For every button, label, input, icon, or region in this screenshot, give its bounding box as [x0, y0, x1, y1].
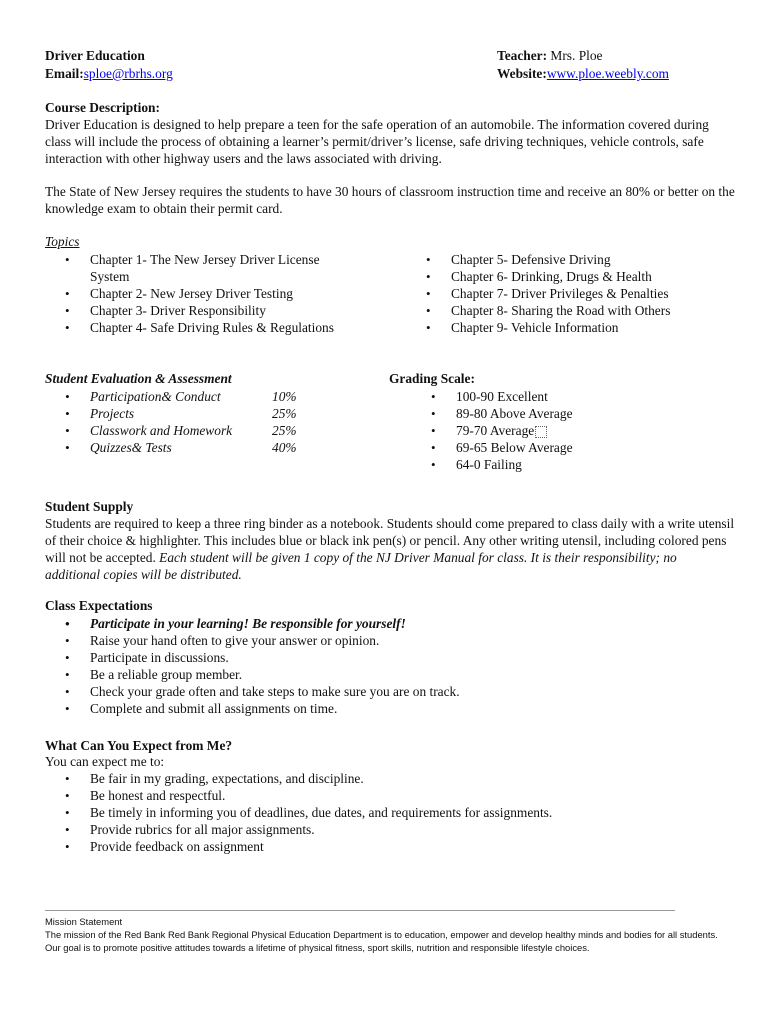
- list-item: • Participate in discussions.: [45, 649, 735, 666]
- supply-heading: Student Supply: [45, 499, 134, 514]
- list-item: • Participation& Conduct 10%: [45, 388, 335, 405]
- list-item: • 89-80 Above Average: [411, 405, 671, 422]
- placeholder-box-icon: [535, 426, 547, 438]
- list-item: • Raise your hand often to give your answer or opinion.: [45, 632, 735, 649]
- evaluation-list: [45, 388, 335, 456]
- list-item: • Chapter 5- Defensive Driving: [406, 251, 736, 268]
- list-item: • Chapter 3- Driver Responsibility: [45, 302, 355, 319]
- list-item: • Chapter 4- Safe Driving Rules & Regulations: [45, 319, 355, 336]
- website-line: [497, 65, 669, 82]
- list-item: • 64-0 Failing: [411, 456, 671, 473]
- list-item: • Be a reliable group member.: [45, 666, 735, 683]
- evaluation-heading: Student Evaluation & Assessment: [45, 371, 232, 386]
- expect-me-list: [45, 770, 735, 855]
- expect-me-heading: What Can You Expect from Me?: [45, 738, 233, 753]
- description-heading: Course Description:: [45, 100, 160, 115]
- supply-text: Students are required to keep a three ring binder as a notebook. Students should come prepared to class daily with a write utensil of their choice & highlighter. This includes blue or black ink pen(s) or pencil. Any other writing utensil, including colored pens will not be accepted. Each student will be given 1 copy of the NJ Driver Manual for class. It is their responsibility; no additional copies will be distributed.: [45, 516, 735, 582]
- list-item: • Complete and submit all assignments on time.: [45, 700, 735, 717]
- list-item: • Chapter 9- Vehicle Information: [406, 319, 736, 336]
- list-item: • Be fair in my grading, expectations, and discipline.: [45, 770, 735, 787]
- expectations-list: [45, 615, 735, 717]
- email-line: [45, 65, 173, 82]
- grading-list: [411, 388, 671, 473]
- list-item: • 69-65 Below Average: [411, 439, 671, 456]
- website-link[interactable]: www.ploe.weebly.com: [546, 66, 669, 81]
- list-item: • Chapter 7- Driver Privileges & Penalties: [406, 285, 736, 302]
- list-item: • 100-90 Excellent: [411, 388, 671, 405]
- website-label: Website:: [497, 66, 547, 81]
- list-item: • 79-70 Average: [411, 422, 671, 439]
- list-item: • Participate in your learning! Be responsible for yourself!: [45, 615, 735, 632]
- grading-heading: Grading Scale:: [389, 371, 475, 386]
- list-item: • Chapter 6- Drinking, Drugs & Health: [406, 268, 736, 285]
- mission-heading: Mission Statement: [45, 916, 123, 927]
- expect-me-intro: You can expect me to:: [45, 754, 165, 769]
- list-item: • Classwork and Homework 25%: [45, 422, 335, 439]
- list-item: • Chapter 8- Sharing the Road with Others: [406, 302, 736, 319]
- teacher-label: Teacher:: [497, 48, 548, 63]
- list-item: • Check your grade often and take steps to make sure you are on track.: [45, 683, 735, 700]
- course-title: Driver Education: [45, 48, 145, 63]
- list-item: • Quizzes& Tests 40%: [45, 439, 335, 456]
- email-link[interactable]: sploe@rbrhs.org: [83, 66, 173, 81]
- teacher-name: Mrs. Ploe: [547, 48, 603, 63]
- list-item: • Be timely in informing you of deadlines, due dates, and requirements for assignments.: [45, 804, 735, 821]
- topics-heading: Topics: [45, 234, 80, 249]
- email-label: Email:: [45, 66, 84, 81]
- description-text: Driver Education is designed to help prepare a teen for the safe operation of an automobile. The information covered during class will include the process of obtaining a learner’s permit/driver’s license, safe driving techniques, vehicle controls, safe interaction with other highway users and the laws associated with driving.: [45, 117, 709, 166]
- list-item: • Be honest and respectful.: [45, 787, 735, 804]
- teacher-line: [497, 47, 603, 64]
- mission-text: The mission of the Red Bank Red Bank Regional Physical Education Department is to education, empower and develop healthy minds and bodies for all students. Our goal is to promote positive attitudes towards a lifetime of physical fitness, sport skills, nutrition and responsible lifestyle choices.: [45, 929, 718, 953]
- topics-right-list: [406, 251, 736, 336]
- list-item: • Projects 25%: [45, 405, 335, 422]
- topics-left-list: [45, 251, 355, 336]
- footer-divider: [45, 910, 675, 911]
- list-item: • Provide rubrics for all major assignments.: [45, 821, 735, 838]
- list-item: • Provide feedback on assignment: [45, 838, 735, 855]
- state-requirement-text: The State of New Jersey requires the students to have 30 hours of classroom instruction time and receive an 80% or better on the knowledge exam to obtain their permit card.: [45, 184, 735, 216]
- list-item: • Chapter 2- New Jersey Driver Testing: [45, 285, 355, 302]
- list-item: • Chapter 1- The New Jersey Driver License System: [45, 251, 355, 285]
- expectations-heading: Class Expectations: [45, 598, 153, 613]
